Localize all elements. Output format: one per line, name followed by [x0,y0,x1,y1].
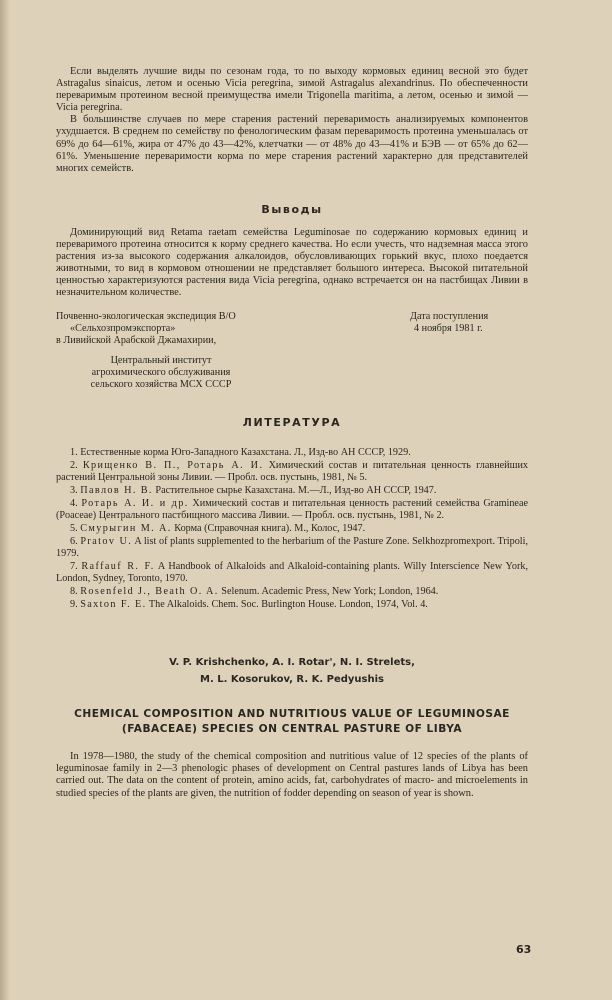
page-binding-shadow [0,0,10,1000]
english-authors [56,654,528,688]
affiliation-line: Почвенно-экологическая экспедиция В/О [56,310,236,322]
english-title [56,707,528,737]
reference-item [56,586,528,598]
reference-text: Естественные корма Юго-Западного Казахстана. Л., Изд-во АН СССР, 1929. [80,446,411,458]
institute-line: Центральный институт [110,354,212,366]
affiliation-line: в Ливийской Арабской Джамахирии, [56,334,217,346]
affiliation-block [56,311,528,347]
authors-line: M. L. Kosorukov, R. K. Pedyushis [200,673,384,685]
received-label: Дата поступления [410,310,489,322]
reference-author: Смурыгин М. А. [80,522,172,534]
reference-number: 9. [70,598,78,610]
literature-heading: ЛИТЕРАТУРА [242,415,342,429]
institute-line: агрохимического обслуживания [91,366,231,378]
reference-author: Pratov U. [80,535,133,547]
page-content [56,66,528,800]
reference-text: Растительное сырье Казахстана. М.—Л., Изд-во АН СССР, 1947. [155,484,437,496]
reference-number: 5. [70,522,78,534]
received-date-block [410,311,528,347]
reference-number: 7. [70,560,78,572]
reference-author: Ротарь А. И. и др. [81,497,189,509]
reference-list [56,447,528,611]
english-abstract: In 1978—1980, the study of the chemical composition and nutritious value of 12 species of the plants of leguminosae family in 2—3 phenologic phases of development on Central pastures lands of Libya has been carried out. The data on the content of protein, amino acids, fat, carbohydrates of macro- and microelements in studied species of the plants are given, the nutrition of fodder depending on season of year is shown. [56,750,528,799]
expedition-affiliation [56,311,306,347]
title-line: CHEMICAL COMPOSITION AND NUTRITIOUS VALUE OF LEGUMINOSAE [74,707,510,720]
reference-author: Saxton F. E. [80,598,147,610]
reference-author: Rosenfeld J., Beath O. A. [80,585,219,597]
reference-text: Корма (Справочная книга). М., Колос, 1947. [174,522,366,534]
institute-line: сельского хозяйства МСХ СССР [90,378,232,390]
reference-number: 8. [70,585,78,597]
reference-text: A list of plants supplemented to the herbarium of the Pasture Zone. Selkhozpromexport. Tripoli, 1979. [56,535,529,559]
reference-item [56,447,528,459]
reference-number: 2. [70,459,78,471]
affiliation-line: «Сельхозпромэкспорта» [70,322,176,334]
authors-line: V. P. Krishchenko, A. I. Rotar', N. I. Strelets, [169,656,415,668]
reference-item [56,561,528,585]
reference-number: 3. [70,484,78,496]
reference-text: Химический состав и питательная ценность растений семейства Gramineae (Poaceae) Центрального пастбищного массива Ливии. — Пробл. осв. пустынь, 1981, № 2. [56,497,529,521]
reference-author: Крищенко В. П., Ротарь А. И. [82,459,264,471]
page-number: 63 [516,943,532,956]
reference-item [56,523,528,535]
title-line: (FABACEAE) SPECIES ON CENTRAL PASTURE OF LIBYA [121,722,463,735]
intro-paragraph-1: Если выделять лучшие виды по сезонам года, то по выходу кормовых единиц весной это будет Astragalus sinaicus, летом и осенью Vicia peregrina, зимой Astragalus alexandrinus. По обеспеченности переваримым протеином весной преимущества имели Trigonella maritima, а летом, осенью и зимой — Vicia peregrina. [56,66,528,114]
received-date: 4 ноября 1981 г. [414,322,483,334]
intro-paragraph-2: В большинстве случаев по мере старения растений переваримость анализируемых компонентов ухудшается. В среднем по семейству по фенологическим фазам переваримость протеина уменьшалась от 69% до 64—61%, жира от 47% до 43—42%, клетчатки — от 48% до 43—41% и БЭВ — от 65% до 62—61%. Уменьшение переваримости корма по мере старения растений характерно для представителей многих семейств. [56,114,528,174]
reference-number: 6. [70,535,78,547]
reference-number: 1. [70,446,78,458]
reference-text: A Handbook of Alkaloids and Alkaloid-containing plants. Willy Interscience New York, London, Sydney, Toronto, 1970. [56,560,528,584]
institute-affiliation [56,355,266,391]
reference-author: Павлов Н. В. [80,484,153,496]
reference-text: Химический состав и питательная ценность главнейших растений Центральной зоны Ливии. — Пробл. осв. пустынь, 1981, № 5. [56,459,529,483]
conclusions-text: Доминирующий вид Retama raetam семейства Leguminosae по содержанию кормовых единиц и переваримого протеина относится к корму среднего качества. Но если учесть, что надземная масса этого растения из-за высокого содержания алкалоидов, обусловливающих горький вкус, плохо поедается животными, то вид в кормовом отношении не представляет большого интереса. Высокой питательной ценностью характеризуются растения вида Vicia peregrina, однако встречается он на пастбищах Ливии в незначительном количестве. [56,226,528,299]
conclusions-heading: Выводы [261,202,323,216]
reference-text: Selenum. Academic Press, New York; London, 1964. [221,585,439,597]
reference-text: The Alkaloids. Chem. Soc. Burlington House. London, 1974, Vol. 4. [148,598,428,610]
reference-item [56,599,528,611]
reference-number: 4. [70,497,78,509]
reference-item [56,498,528,522]
reference-item [56,485,528,497]
reference-item [56,460,528,484]
reference-author: Raffauf R. F. [81,560,155,572]
reference-item [56,536,528,560]
